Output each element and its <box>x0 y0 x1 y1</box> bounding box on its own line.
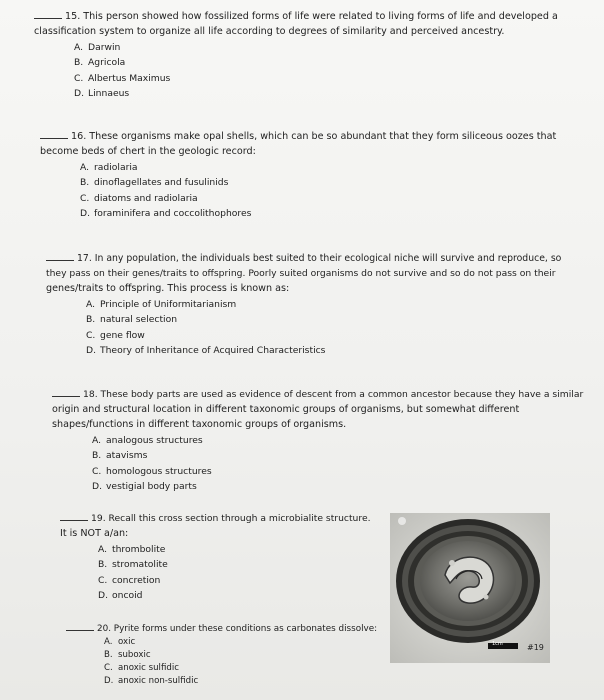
option: C. anoxic sulfidic <box>104 663 179 673</box>
option: C. Albertus Maximus <box>74 72 171 84</box>
options-list <box>34 40 594 101</box>
question-line: origin and structural location in different taxonomic groups of organisms, but somewhat different <box>52 404 520 415</box>
option: D. vestigial body parts <box>92 480 197 492</box>
option: B. suboxic <box>104 650 151 660</box>
option: D. oncoid <box>98 589 143 601</box>
question-line: 20. Pyrite forms under these conditions as carbonates dissolve: <box>97 624 378 634</box>
question-line: 19. Recall this cross section through a microbialite structure. <box>91 513 371 524</box>
figure-label: #19 <box>527 643 544 652</box>
question-line: It is NOT a/an: <box>60 528 129 539</box>
option: A. radiolaria <box>80 162 138 173</box>
question-line: 17. In any population, the individuals best suited to their ecological niche will survive and reproduce, so <box>77 253 562 264</box>
options-list <box>40 160 596 221</box>
question-stem <box>60 510 385 526</box>
question-line: they pass on their genes/traits to offspring. Poorly suited organisms do not survive and so do not pass on their <box>46 268 556 279</box>
question-stem <box>52 386 598 402</box>
option: B. dinoflagellates and fusulinids <box>80 177 229 189</box>
question-stem <box>40 128 596 144</box>
question-17 <box>46 250 596 358</box>
options-list <box>46 297 596 358</box>
question-line: 16. These organisms make opal shells, which can be so abundant that they form siliceous oozes that <box>71 131 557 142</box>
option: C. gene flow <box>86 329 145 341</box>
question-18 <box>52 386 598 494</box>
question-stem <box>46 250 596 266</box>
answer-blank[interactable] <box>34 8 62 19</box>
scale-bar-label: 1cm <box>492 641 503 647</box>
question-19 <box>60 510 385 603</box>
option: B. stromatolite <box>98 559 168 571</box>
answer-blank[interactable] <box>52 386 80 397</box>
option: C. concretion <box>98 574 161 586</box>
question-line: become beds of chert in the geologic record: <box>40 146 256 157</box>
answer-blank[interactable] <box>40 128 68 139</box>
option: B. atavisms <box>92 450 148 462</box>
question-stem <box>34 8 594 24</box>
answer-blank[interactable] <box>60 510 88 521</box>
option: A. analogous structures <box>92 435 203 446</box>
option: C. diatoms and radiolaria <box>80 192 198 204</box>
options-list <box>52 433 598 494</box>
answer-blank[interactable] <box>66 620 94 631</box>
option: D. anoxic non-sulfidic <box>104 676 199 686</box>
question-line: classification system to organize all life according to degrees of similarity and perceived ancestry. <box>34 26 505 37</box>
option: D. foraminifera and coccolithophores <box>80 207 252 219</box>
option: D. Theory of Inheritance of Acquired Characteristics <box>86 344 326 356</box>
question-stem <box>66 620 386 637</box>
option: D. Linnaeus <box>74 87 130 99</box>
question-line: 15. This person showed how fossilized forms of life were related to living forms of life and developed a <box>65 11 558 22</box>
options-list <box>66 636 386 688</box>
question-line: 18. These body parts are used as evidence of descent from a common ancestor because they have a similar <box>83 389 584 400</box>
microbialite-cross-section-image <box>390 513 550 663</box>
question-16 <box>40 128 596 221</box>
option: A. oxic <box>104 637 136 647</box>
option: B. natural selection <box>86 314 178 326</box>
question-20 <box>66 620 386 688</box>
answer-blank[interactable] <box>46 250 74 261</box>
question-line: genes/traits to offspring. This process is known as: <box>46 283 290 294</box>
option: B. Agricola <box>74 57 126 69</box>
microbialite-drawing <box>390 513 550 663</box>
option: A. thrombolite <box>98 544 166 555</box>
option: A. Darwin <box>74 42 121 53</box>
question-line: shapes/functions in different taxonomic groups of organisms. <box>52 419 347 430</box>
option: A. Principle of Uniformitarianism <box>86 299 237 310</box>
option: C. homologous structures <box>92 465 212 477</box>
question-15 <box>34 8 594 101</box>
options-list <box>60 542 385 603</box>
